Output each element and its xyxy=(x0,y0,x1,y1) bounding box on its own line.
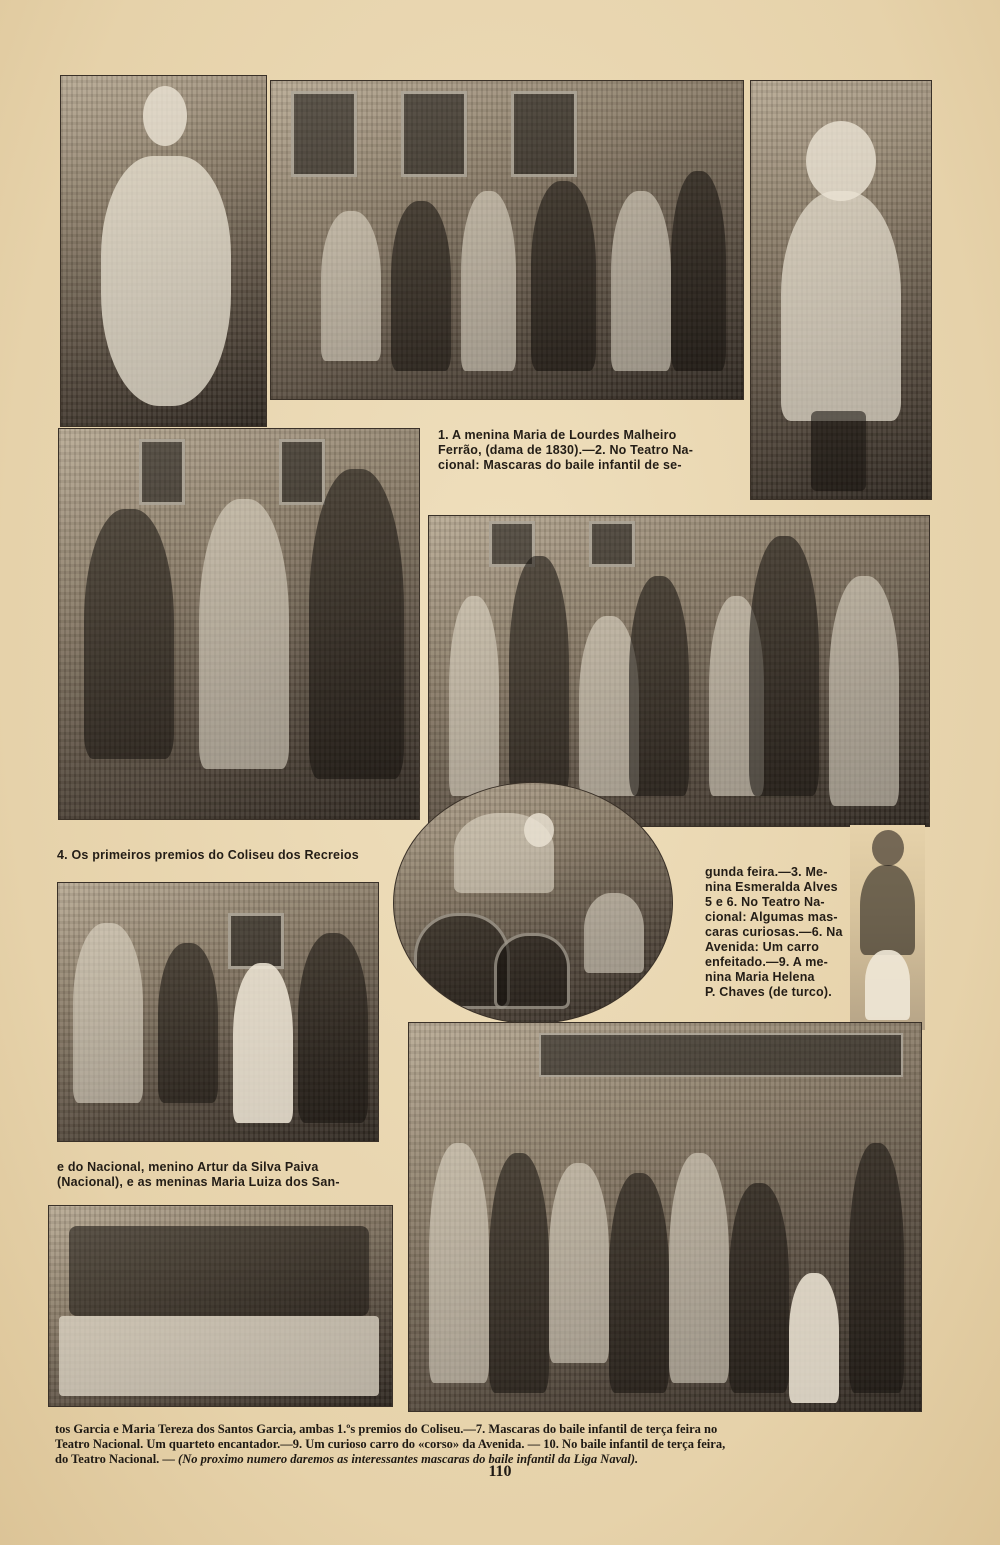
caption-3-line-2: nina Esmeralda Alves xyxy=(705,880,838,894)
bottom-caption-line-2: Teatro Nacional. Um quarteto encantador.—9. Um curioso carro do «corso» da Avenida. — 10. No baile infantil de terça feira, xyxy=(55,1437,726,1451)
photo-girl-with-basket xyxy=(750,80,932,500)
caption-3-line-3: 5 e 6. No Teatro Na- xyxy=(705,895,825,909)
photo-charming-quartet xyxy=(57,882,379,1142)
caption-3-line-1: gunda feira.—3. Me- xyxy=(705,865,828,879)
caption-1-line-1: 1. A menina Maria de Lourdes Malheiro xyxy=(438,428,677,442)
caption-4 xyxy=(57,1160,402,1190)
caption-3-line-8: nina Maria Helena xyxy=(705,970,815,984)
caption-3-line-6: Avenida: Um carro xyxy=(705,940,820,954)
photo-girl-1830-dress xyxy=(60,75,267,427)
bottom-caption-line-1: tos Garcia e Maria Tereza dos Santos Garcia, ambas 1.ºs premios do Coliseu.—7. Mascaras do baile infantil de terça feira no xyxy=(55,1422,718,1436)
caption-1 xyxy=(438,428,748,473)
caption-4-line-1: e do Nacional, menino Artur da Silva Paiva xyxy=(57,1160,319,1174)
caption-1-line-3: cional: Mascaras do baile infantil de se- xyxy=(438,458,682,472)
caption-2 xyxy=(57,848,402,863)
bottom-caption xyxy=(55,1422,945,1467)
caption-3-line-9: P. Chaves (de turco). xyxy=(705,985,832,999)
photo-coliseu-first-prizes xyxy=(58,428,420,820)
bottom-caption-note: (No proximo numero daremos as interessantes mascaras do baile infantil da Liga Naval). xyxy=(178,1452,639,1466)
photo-decorated-carriage xyxy=(393,782,673,1024)
caption-2-text: 4. Os primeiros premios do Coliseu dos Recreios xyxy=(57,848,359,862)
photo-teatro-nacional-group xyxy=(270,80,744,400)
caption-3-line-5: caras curiosas.—6. Na xyxy=(705,925,843,939)
page-number: 110 xyxy=(488,1463,512,1480)
caption-4-line-2: (Nacional), e as meninas Maria Luiza dos San- xyxy=(57,1175,340,1189)
caption-3-line-4: cional: Algumas mas- xyxy=(705,910,838,924)
bottom-caption-line-3-roman: do Teatro Nacional. — xyxy=(55,1452,175,1466)
caption-1-line-2: Ferrão, (dama de 1830).—2. No Teatro Na- xyxy=(438,443,694,457)
caption-3-line-7: enfeitado.—9. A me- xyxy=(705,955,829,969)
photo-corso-car xyxy=(48,1205,393,1407)
photo-turkish-costume xyxy=(850,825,925,1030)
photo-tuesday-ball-crowd xyxy=(408,1022,922,1412)
photo-teatro-nacional-masks xyxy=(428,515,930,827)
caption-3 xyxy=(705,865,855,1000)
